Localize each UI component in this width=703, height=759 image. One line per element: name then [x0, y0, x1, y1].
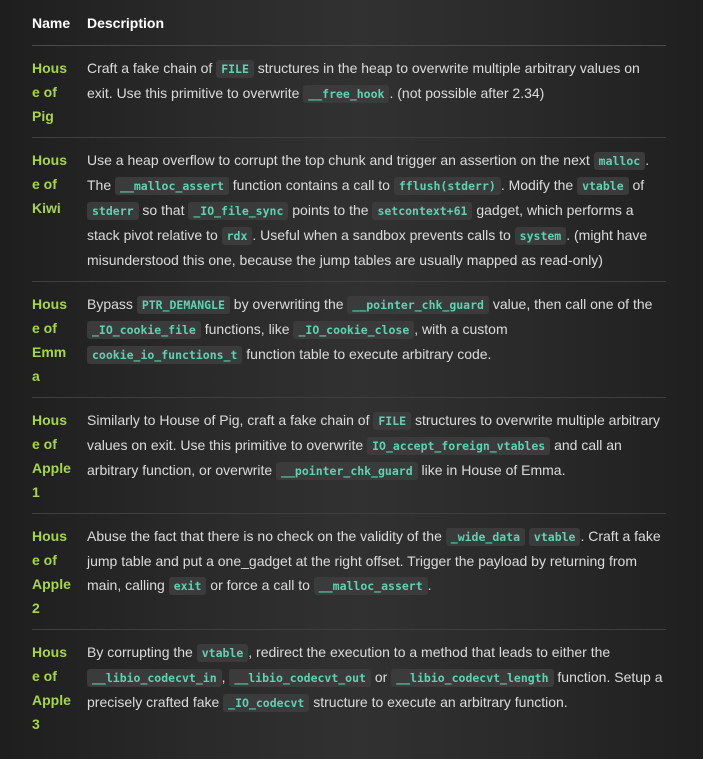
description-text: , redirect the execution to a method that leads to either the	[248, 644, 611, 660]
inline-code: fflush(stderr)	[394, 177, 501, 195]
inline-code: vtable	[197, 644, 249, 662]
table-row	[32, 46, 666, 138]
inline-code: cookie_io_functions_t	[87, 346, 242, 364]
inline-code: IO_accept_foreign_vtables	[367, 437, 550, 455]
inline-code: __malloc_assert	[314, 577, 428, 595]
description-text: Use a heap overflow to corrupt the top chunk and trigger an assertion on the next	[87, 152, 594, 168]
table-row	[32, 398, 666, 514]
technique-name: Hous e of Apple 2	[32, 528, 71, 616]
technique-description	[87, 56, 666, 128]
inline-code: __pointer_chk_guard	[276, 462, 418, 480]
inline-code: _IO_cookie_close	[293, 321, 414, 339]
description-text: ,	[221, 669, 230, 685]
inline-code: rdx	[222, 227, 253, 245]
inline-code: setcontext+61	[372, 202, 472, 220]
table-row	[32, 514, 666, 630]
inline-code: _IO_codecvt	[223, 694, 309, 712]
technique-name: Hous e of Emm a	[32, 296, 67, 384]
technique-description	[87, 408, 666, 504]
inline-code: vtable	[577, 177, 629, 195]
inline-code: stderr	[87, 202, 139, 220]
description-text: points to the	[288, 202, 373, 218]
inline-code: FILE	[373, 412, 411, 430]
description-text: . Modify the	[500, 177, 578, 193]
description-text: or force a call to	[206, 577, 314, 593]
description-text: structures to overwrite multiple arbitrary values on exit. Use this primitive to overwrite	[87, 412, 661, 453]
inline-code: system	[515, 227, 567, 245]
description-text: . The	[87, 152, 650, 193]
header-description: Description	[87, 14, 165, 31]
description-text: Bypass	[87, 296, 137, 312]
inline-code: malloc	[594, 152, 646, 170]
description-text: function table to execute arbitrary code.	[242, 346, 492, 362]
description-text: , with a custom	[414, 321, 508, 337]
description-text: structure to execute an arbitrary function.	[309, 694, 568, 710]
inline-code: _wide_data	[446, 528, 525, 546]
description-text: like in House of Emma.	[417, 462, 566, 478]
table-row	[32, 282, 666, 398]
inline-code: PTR_DEMANGLE	[137, 296, 230, 314]
description-text: . Craft a fake jump table and put a one_gadget at the right offset. Trigger the payload by returning from main, calling	[87, 528, 661, 593]
description-text: Abuse the fact that there is no check on the validity of the	[87, 528, 446, 544]
description-text: . (not possible after 2.34)	[389, 85, 545, 101]
description-text: Similarly to House of Pig, craft a fake chain of	[87, 412, 374, 428]
description-text: .	[427, 577, 432, 593]
technique-name: Hous e of Apple 3	[32, 644, 71, 732]
technique-name: Hous e of Kiwi	[32, 152, 67, 216]
inline-code: __libio_codecvt_length	[391, 669, 553, 687]
description-text: function contains a call to	[228, 177, 394, 193]
inline-code: FILE	[216, 60, 254, 78]
description-text: structures in the heap to overwrite multiple arbitrary values on exit. Use this primitive to overwrite	[87, 60, 640, 101]
description-text: value, then call one of the	[488, 296, 653, 312]
description-text: Craft a fake chain of	[87, 60, 217, 76]
inline-code: __pointer_chk_guard	[347, 296, 489, 314]
table-header	[32, 0, 666, 46]
technique-description	[87, 292, 666, 388]
description-text: . Useful when a sandbox prevents calls to	[252, 227, 515, 243]
description-text: By corrupting the	[87, 644, 197, 660]
description-text: of	[628, 177, 645, 193]
description-text: and call an arbitrary function, or overwrite	[87, 437, 622, 478]
header-name: Name	[32, 14, 71, 31]
technique-description	[87, 640, 666, 736]
inline-code: _IO_file_sync	[188, 202, 288, 220]
inline-code: __malloc_assert	[115, 177, 229, 195]
description-text: gadget, which performs a stack pivot relative to	[87, 202, 634, 243]
description-text: by overwriting the	[229, 296, 348, 312]
inline-code: vtable	[529, 528, 581, 546]
table-row	[32, 630, 666, 745]
inline-code: _IO_cookie_file	[87, 321, 201, 339]
description-text: functions, like	[200, 321, 294, 337]
inline-code: __free_hook	[303, 85, 389, 103]
description-text: so that	[138, 202, 189, 218]
techniques-table	[32, 0, 666, 745]
technique-name: Hous e of Apple 1	[32, 412, 71, 500]
description-text: function. Setup a precisely crafted fake	[87, 669, 663, 710]
technique-description	[87, 524, 666, 620]
inline-code: exit	[169, 577, 207, 595]
inline-code: __libio_codecvt_in	[87, 669, 222, 687]
description-text: or	[370, 669, 392, 685]
table-row	[32, 138, 666, 282]
technique-name: Hous e of Pig	[32, 60, 67, 124]
technique-description	[87, 148, 666, 272]
inline-code: __libio_codecvt_out	[229, 669, 371, 687]
description-text: . (might have misunderstood this one, because the jump tables are usually mapped as read-only)	[87, 227, 648, 268]
